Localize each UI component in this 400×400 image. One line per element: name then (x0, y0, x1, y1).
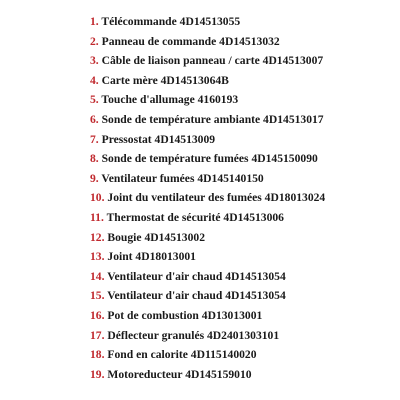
item-number: 9. (90, 171, 99, 185)
list-item (90, 247, 325, 267)
list-item (90, 51, 325, 71)
parts-list (90, 12, 325, 384)
list-item (90, 90, 325, 110)
item-text: Thermostat de sécurité 4D14513006 (106, 210, 284, 224)
list-item (90, 286, 325, 306)
item-number: 19. (90, 367, 105, 381)
item-number: 6. (90, 112, 99, 126)
list-item (90, 32, 325, 52)
item-text: Sonde de température ambiante 4D14513017 (101, 112, 324, 126)
item-number: 17. (90, 328, 105, 342)
list-item (90, 169, 325, 189)
item-number: 3. (90, 54, 99, 68)
item-number: 12. (90, 230, 105, 244)
item-number: 1. (90, 15, 99, 28)
item-text: Pressostat 4D14513009 (101, 132, 216, 146)
item-number: 5. (90, 93, 99, 107)
item-text: Déflecteur granulés 4D2401303101 (107, 328, 280, 342)
item-text: Joint 4D18013001 (107, 250, 196, 264)
item-number: 16. (90, 308, 105, 322)
item-text: Touche d'allumage 4160193 (101, 93, 239, 107)
item-number: 7. (90, 132, 99, 146)
item-text: Ventilateur d'air chaud 4D14513054 (107, 289, 286, 303)
list-item (90, 149, 325, 169)
item-number: 8. (90, 152, 99, 166)
list-item (90, 326, 325, 346)
item-number: 4. (90, 73, 99, 87)
list-item (90, 188, 325, 208)
list-item (90, 228, 325, 248)
list-item (90, 365, 325, 385)
item-number: 13. (90, 250, 105, 264)
item-text: Bougie 4D14513002 (107, 230, 205, 244)
item-text: Carte mère 4D14513064B (101, 73, 229, 87)
item-text: Télécommande 4D14513055 (101, 15, 241, 28)
list-item (90, 130, 325, 150)
item-number: 18. (90, 348, 105, 362)
list-item (90, 12, 325, 32)
item-text: Fond en calorite 4D115140020 (107, 348, 257, 362)
list-item (90, 306, 325, 326)
list-item (90, 208, 325, 228)
list-item (90, 110, 325, 130)
item-text: Pot de combustion 4D13013001 (107, 308, 263, 322)
item-text: Motoreducteur 4D145159010 (107, 367, 252, 381)
item-number: 15. (90, 289, 105, 303)
item-number: 10. (90, 191, 105, 205)
item-text: Sonde de température fumées 4D145150090 (101, 152, 318, 166)
item-text: Panneau de commande 4D14513032 (101, 34, 280, 48)
item-text: Ventilateur fumées 4D145140150 (101, 171, 264, 185)
item-number: 2. (90, 34, 99, 48)
item-text: Câble de liaison panneau / carte 4D14513007 (101, 54, 324, 68)
item-text: Joint du ventilateur des fumées 4D18013024 (107, 191, 326, 205)
list-item (90, 345, 325, 365)
list-item (90, 267, 325, 287)
item-number: 14. (90, 269, 105, 283)
item-text: Ventilateur d'air chaud 4D14513054 (107, 269, 286, 283)
item-number: 11. (90, 210, 104, 224)
list-item (90, 71, 325, 91)
